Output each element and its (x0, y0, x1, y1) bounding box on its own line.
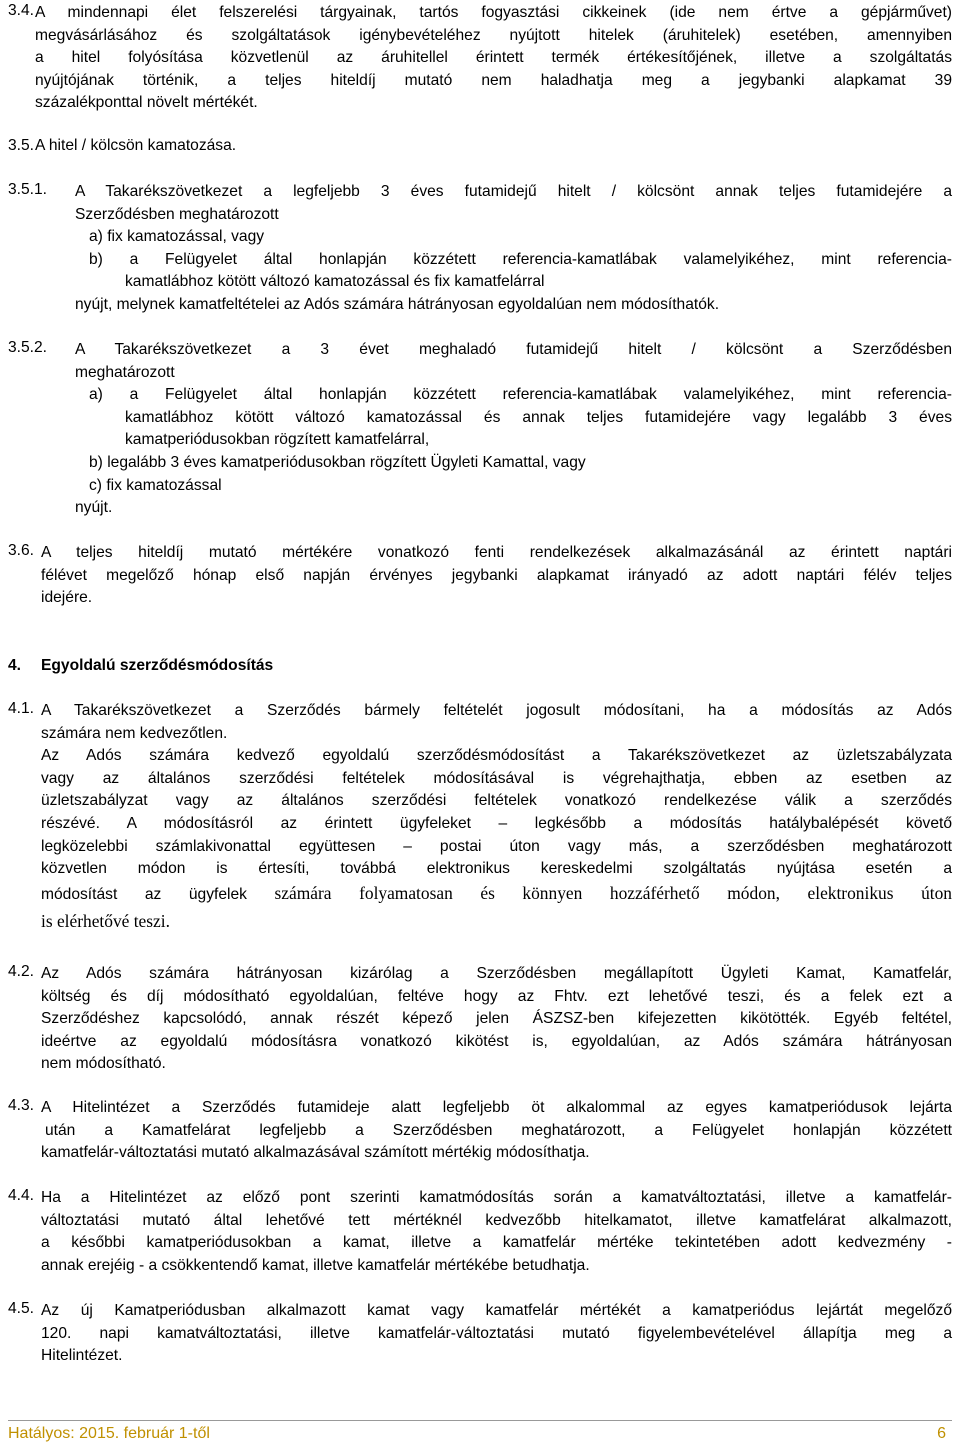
section-text (41, 1300, 952, 1368)
text-line: A teljes hiteldíj mutató mértékére vonatkozó fenti rendelkezések alkalmazásánál az érintett naptári (41, 544, 952, 561)
text-line: kamatperiódusokban rögzített kamatfelárral, (125, 431, 430, 449)
text-line: részévé. A módosításról az érintett ügyfeleket – legkésőbb a módosítás hatálybalépését követő (41, 814, 952, 832)
text-line: meghatározott (75, 363, 175, 381)
text-line: nem módosítható. (41, 1055, 166, 1073)
text-span: módosítást az ügyfelek (41, 885, 275, 903)
effective-date: Hatályos: 2015. február 1-től (8, 1425, 210, 1442)
text-line: A Hitelintézet a Szerződés futamideje alatt legfeljebb öt alkalommal az egyes kamatperiódusok lejárta (41, 1099, 952, 1116)
text-line: Az új Kamatperiódusban alkalmazott kamat vagy kamatfelár mértékét a kamatperiódus lejártát megelőző (41, 1302, 952, 1319)
text-line: ideértve az egyoldalú módosításra vonatkozó kikötést is, egyoldalúan, az Adós számára hátrányosan (41, 1032, 952, 1050)
list-item-b (89, 249, 952, 294)
list-item-a (89, 384, 952, 452)
section-3-4 (8, 2, 952, 115)
section-4-3 (8, 1097, 952, 1165)
text-line: a) fix kamatozással, vagy (89, 228, 265, 246)
text-line: b) legalább 3 éves kamatperiódusokban rögzített Ügyleti Kamattal, vagy (89, 453, 586, 471)
section-text (75, 339, 952, 384)
text-line: közvetlen módon is értesíti, továbbá elektronikus kereskedelmi szolgáltatás nyújtása esetén a (41, 860, 952, 878)
text-line: Szerződéshez kapcsolódó, annak részét képező jelen ÁSZSZ-ben kifejezetten kikötötték. Egyéb feltétel, (41, 1010, 952, 1028)
section-3-5 (8, 135, 952, 158)
section-text (35, 2, 952, 115)
text-line: legközelebbi számlakivonattal együttesen – postai úton vagy más, a szerződésben meghatározott (41, 837, 952, 855)
section-closing (75, 497, 952, 520)
section-title: A hitel / kölcsön kamatozása. (35, 137, 237, 154)
section-3-5-2 (8, 339, 952, 520)
text-line: Az Adós számára kedvező egyoldalú szerződésmódosítást a Takarékszövetkezet az üzletszabályzata (41, 747, 952, 765)
text-line: kamatlábhoz kötött változó kamatozással és annak teljes futamidejére vagy legalább 3 éves (125, 408, 952, 426)
text-line: a hitel folyósítása közvetlenül az áruhitellel érintett termék értékesítőjének, illetve a szolgáltatás (35, 49, 952, 67)
text-line: A Takarékszövetkezet a Szerződés bármely feltételét jogosult módosítani, ha a módosítás az Adós (41, 702, 952, 719)
text-line: számára nem kedvezőtlen. (41, 724, 228, 742)
section-text (41, 1097, 952, 1165)
section-number: 3.5.2. (8, 339, 48, 356)
text-line: Szerződésben meghatározott (75, 205, 279, 223)
text-line: A mindennapi élet felszerelési tárgyainak, tartós fogyasztási cikkeinek (ide nem értve a gépjárművet) (35, 4, 952, 21)
text-span-serif: számára folyamatosan és könnyen hozzáférhető módon, elektronikus úton (274, 882, 952, 903)
section-4-5 (8, 1300, 952, 1368)
section-number: 4. (8, 657, 22, 674)
text-line: vagy az általános szerződési feltételek módosításával is végrehajthatja, ebben az esetben az (41, 769, 952, 787)
text-line: üzletszabályzat vagy az általános szerződési feltételek vonatkozó rendelkezése válik a szerződés (41, 792, 952, 810)
text-line: költség és díj módosítható egyoldalúan, feltéve hogy az Fhtv. ezt lehetővé teszi, és a felek ezt a (41, 987, 952, 1005)
text-line: 120. napi kamatváltoztatási, illetve kamatfelár-változtatási mutató figyelembevételével állapítja meg a (41, 1324, 952, 1342)
text-line: Ha a Hitelintézet az előző pont szerinti kamatmódosítás során a kamatváltoztatási, illetve a kamatfelár- (41, 1189, 952, 1206)
section-text (41, 1187, 952, 1277)
section-3-6 (8, 542, 952, 610)
section-title: Egyoldalú szerződésmódosítás (41, 657, 274, 674)
section-text (75, 181, 952, 226)
section-text (41, 700, 952, 935)
section-closing (75, 294, 952, 317)
text-line: Az Adós számára hátrányosan kizárólag a Szerződésben megállapított Ügyleti Kamat, Kamatfelár, (41, 965, 952, 982)
text-line: A Takarékszövetkezet a 3 évet meghaladó futamidejű hitelt / kölcsönt a Szerződésben (75, 341, 952, 358)
section-number: 4.1. (8, 700, 35, 717)
text-line: kamatfelár-változtatási mutató alkalmazásával számított mértékig módosíthatja. (41, 1144, 590, 1162)
text-line: nyújtójának történik, a teljes hiteldíj mutató nem haladhatja meg a jegybanki alapkamat 39 (35, 71, 952, 89)
section-number: 4.5. (8, 1300, 35, 1317)
section-text (41, 963, 952, 1076)
text-line: idejére. (41, 589, 93, 607)
section-number: 3.5. (8, 137, 35, 154)
text-line-mixed (41, 881, 952, 907)
section-4-heading (8, 655, 952, 678)
section-4-1 (8, 700, 952, 935)
list-item-b (89, 452, 952, 475)
text-line: százalékponttal növelt mértékét. (35, 94, 258, 112)
text-line: is elérhetővé teszi. (41, 910, 170, 931)
text-line: után a Kamatfelárat legfeljebb a Szerződésben meghatározott, a Felügyelet honlapján közzétett (45, 1121, 952, 1139)
page-number: 6 (937, 1425, 946, 1442)
section-number: 3.6. (8, 542, 35, 559)
section-3-5-1 (8, 181, 952, 317)
section-number: 4.4. (8, 1187, 35, 1204)
section-4-2 (8, 963, 952, 1076)
list-item-c (89, 475, 952, 498)
text-line: c) fix kamatozással (89, 476, 222, 494)
text-line: A Takarékszövetkezet a legfeljebb 3 éves futamidejű hitelt / kölcsönt annak teljes futamidejére a (75, 183, 952, 200)
list-item-a (89, 226, 952, 249)
text-line: változtatási mutató által lehetővé tett mértéknél kedvezőbb hitelkamatot, illetve kamatfelárat alkalmazott, (41, 1211, 952, 1229)
text-line: a későbbi kamatperiódusokban a kamat, illetve a kamatfelár mértéke tekintetében adott kedvezmény - (41, 1234, 952, 1252)
text-line: félévet megelőző hónap első napján érvényes jegybanki alapkamat irányadó az adott naptári félév teljes (41, 566, 952, 584)
section-number: 3.5.1. (8, 181, 48, 198)
section-number: 4.2. (8, 963, 35, 980)
text-line: a) a Felügyelet által honlapján közzétett referencia-kamatlábak valamelyikéhez, mint referencia- (89, 386, 952, 404)
text-line: kamatlábhoz kötött változó kamatozással és fix kamatfelárral (125, 273, 545, 291)
section-number: 4.3. (8, 1097, 35, 1114)
text-line: b) a Felügyelet által honlapján közzétett referencia-kamatlábak valamelyikéhez, mint referencia- (89, 250, 952, 268)
text-line: megvásárlásához és szolgáltatások igénybevételéhez nyújtott hitelek (áruhitelek) esetében, amennyiben (35, 26, 952, 44)
text-line: nyújt, melynek kamatfeltételei az Adós számára hátrányosan egyoldalúan nem módosíthatók. (75, 295, 720, 313)
section-4-4 (8, 1187, 952, 1277)
text-line: Hitelintézet. (41, 1347, 123, 1365)
text-line: annak erejéig - a csökkentendő kamat, illetve kamatfelár mértékébe betudhatja. (41, 1256, 590, 1274)
section-number: 3.4. (8, 2, 35, 19)
section-text (41, 542, 952, 610)
text-line: nyújt. (75, 499, 113, 517)
page-footer (8, 1420, 952, 1447)
